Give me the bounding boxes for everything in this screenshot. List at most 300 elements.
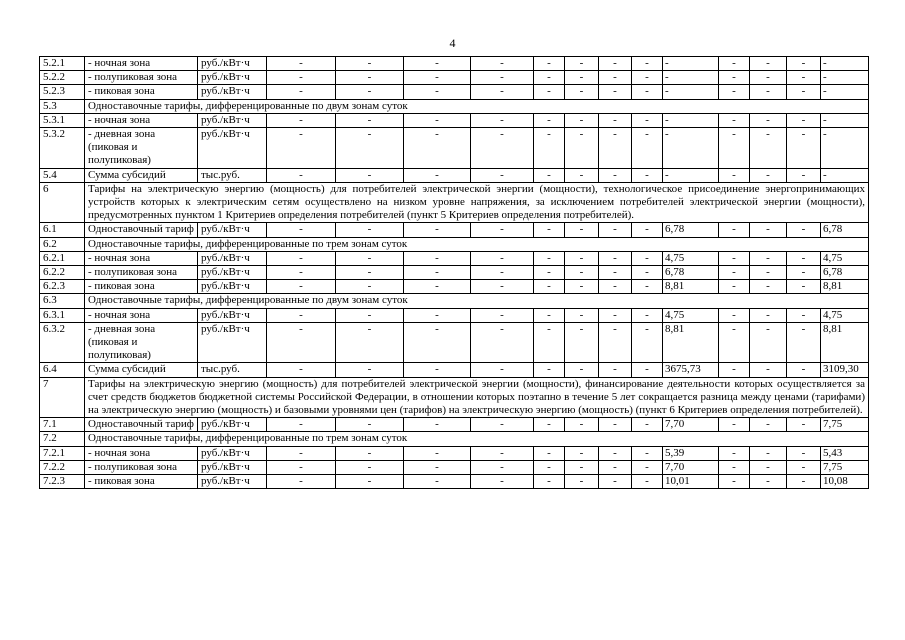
value-cell: - xyxy=(336,308,404,322)
value-cell: - xyxy=(336,85,404,99)
value-cell: - xyxy=(599,475,632,489)
value-cell: 6,78 xyxy=(663,266,719,280)
tariff-name: Сумма субсидий xyxy=(85,168,198,182)
value-cell: - xyxy=(599,460,632,474)
value-cell: - xyxy=(471,475,534,489)
value-cell: 6,78 xyxy=(663,223,719,237)
value-cell: 7,70 xyxy=(663,460,719,474)
unit-cell: руб./кВт·ч xyxy=(198,71,267,85)
table-row xyxy=(40,322,869,363)
value-cell: - xyxy=(404,251,471,265)
unit-cell: руб./кВт·ч xyxy=(198,251,267,265)
value-cell: - xyxy=(750,71,787,85)
value-cell: - xyxy=(534,251,565,265)
value-cell: - xyxy=(599,446,632,460)
value-cell: - xyxy=(632,266,663,280)
value-cell: - xyxy=(404,322,471,363)
value-cell: - xyxy=(787,363,821,377)
value-cell: 6,78 xyxy=(821,266,869,280)
value-cell: - xyxy=(404,308,471,322)
value-cell: - xyxy=(750,308,787,322)
row-number: 5.4 xyxy=(40,168,85,182)
tariff-table xyxy=(39,56,869,489)
value-cell: - xyxy=(821,168,869,182)
value-cell: - xyxy=(336,460,404,474)
tariff-name: - ночная зона xyxy=(85,57,198,71)
value-cell: - xyxy=(336,363,404,377)
table-row xyxy=(40,223,869,237)
value-cell: - xyxy=(565,322,599,363)
value-cell: - xyxy=(534,128,565,169)
value-cell: - xyxy=(471,251,534,265)
unit-cell: руб./кВт·ч xyxy=(198,266,267,280)
value-cell: - xyxy=(336,251,404,265)
section-title: Одноставочные тарифы, дифференцированные по трем зонам суток xyxy=(85,432,869,446)
value-cell: - xyxy=(565,363,599,377)
value-cell: - xyxy=(599,280,632,294)
tariff-name: - полупиковая зона xyxy=(85,460,198,474)
value-cell: - xyxy=(267,128,336,169)
value-cell: - xyxy=(787,308,821,322)
value-cell: - xyxy=(404,418,471,432)
value-cell: - xyxy=(267,446,336,460)
value-cell: - xyxy=(267,223,336,237)
value-cell: - xyxy=(787,460,821,474)
table-row xyxy=(40,99,869,113)
value-cell: - xyxy=(787,71,821,85)
value-cell: - xyxy=(719,128,750,169)
value-cell: - xyxy=(750,460,787,474)
table-row xyxy=(40,308,869,322)
value-cell: - xyxy=(267,168,336,182)
value-cell: - xyxy=(787,475,821,489)
tariff-name: - ночная зона xyxy=(85,308,198,322)
value-cell: - xyxy=(404,266,471,280)
value-cell: - xyxy=(750,322,787,363)
value-cell: - xyxy=(663,113,719,127)
table-row xyxy=(40,128,869,169)
value-cell: - xyxy=(599,322,632,363)
value-cell: - xyxy=(471,280,534,294)
value-cell: - xyxy=(632,71,663,85)
value-cell: - xyxy=(336,266,404,280)
unit-cell: руб./кВт·ч xyxy=(198,308,267,322)
value-cell: - xyxy=(471,322,534,363)
row-number: 7.2.3 xyxy=(40,475,85,489)
value-cell: - xyxy=(404,460,471,474)
value-cell: - xyxy=(565,128,599,169)
tariff-name: - ночная зона xyxy=(85,113,198,127)
value-cell: 8,81 xyxy=(821,280,869,294)
value-cell: - xyxy=(534,418,565,432)
table-row xyxy=(40,266,869,280)
value-cell: - xyxy=(565,113,599,127)
value-cell: - xyxy=(719,113,750,127)
value-cell: - xyxy=(404,223,471,237)
value-cell: - xyxy=(267,251,336,265)
value-cell: - xyxy=(404,71,471,85)
value-cell: - xyxy=(534,113,565,127)
unit-cell: руб./кВт·ч xyxy=(198,446,267,460)
value-cell: 3109,30 xyxy=(821,363,869,377)
tariff-name: - пиковая зона xyxy=(85,475,198,489)
value-cell: 6,78 xyxy=(821,223,869,237)
value-cell: - xyxy=(565,280,599,294)
value-cell: - xyxy=(336,71,404,85)
value-cell: - xyxy=(471,128,534,169)
table-row xyxy=(40,363,869,377)
value-cell: - xyxy=(750,223,787,237)
value-cell: - xyxy=(404,85,471,99)
section-title: Одноставочные тарифы, дифференцированные по трем зонам суток xyxy=(85,237,869,251)
value-cell: - xyxy=(565,460,599,474)
value-cell: - xyxy=(404,446,471,460)
value-cell: - xyxy=(787,322,821,363)
value-cell: - xyxy=(719,85,750,99)
value-cell: - xyxy=(632,446,663,460)
value-cell: - xyxy=(719,363,750,377)
table-row xyxy=(40,418,869,432)
value-cell: - xyxy=(632,308,663,322)
unit-cell: руб./кВт·ч xyxy=(198,223,267,237)
value-cell: - xyxy=(404,363,471,377)
value-cell: - xyxy=(471,308,534,322)
value-cell: - xyxy=(632,168,663,182)
value-cell: - xyxy=(336,322,404,363)
table-row xyxy=(40,432,869,446)
value-cell: - xyxy=(599,57,632,71)
unit-cell: руб./кВт·ч xyxy=(198,418,267,432)
value-cell: 7,75 xyxy=(821,418,869,432)
table-row xyxy=(40,475,869,489)
value-cell: - xyxy=(336,57,404,71)
value-cell: - xyxy=(632,475,663,489)
value-cell: - xyxy=(534,363,565,377)
table-row xyxy=(40,182,869,223)
value-cell: - xyxy=(565,71,599,85)
value-cell: - xyxy=(599,85,632,99)
tariff-name: - полупиковая зона xyxy=(85,266,198,280)
value-cell: - xyxy=(750,113,787,127)
value-cell: - xyxy=(599,71,632,85)
value-cell: - xyxy=(471,446,534,460)
row-number: 6.2.2 xyxy=(40,266,85,280)
row-number: 6 xyxy=(40,182,85,223)
value-cell: - xyxy=(534,223,565,237)
value-cell: - xyxy=(719,266,750,280)
table-row xyxy=(40,57,869,71)
table-row xyxy=(40,446,869,460)
value-cell: - xyxy=(267,71,336,85)
value-cell: - xyxy=(599,363,632,377)
table-row xyxy=(40,237,869,251)
value-cell: - xyxy=(267,113,336,127)
unit-cell: тыс.руб. xyxy=(198,168,267,182)
value-cell: - xyxy=(750,475,787,489)
value-cell: - xyxy=(787,280,821,294)
value-cell: - xyxy=(750,57,787,71)
tariff-name: Одноставочный тариф xyxy=(85,223,198,237)
value-cell: - xyxy=(565,251,599,265)
value-cell: - xyxy=(632,322,663,363)
row-number: 5.3.1 xyxy=(40,113,85,127)
table-row xyxy=(40,85,869,99)
row-number: 7.2.2 xyxy=(40,460,85,474)
value-cell: - xyxy=(565,85,599,99)
value-cell: - xyxy=(534,85,565,99)
value-cell: - xyxy=(471,168,534,182)
value-cell: 7,75 xyxy=(821,460,869,474)
row-number: 5.2.1 xyxy=(40,57,85,71)
value-cell: - xyxy=(267,85,336,99)
value-cell: - xyxy=(534,308,565,322)
unit-cell: руб./кВт·ч xyxy=(198,280,267,294)
table-body xyxy=(40,57,869,489)
value-cell: - xyxy=(471,223,534,237)
table-row xyxy=(40,377,869,418)
section-title: Одноставочные тарифы, дифференцированные по двум зонам суток xyxy=(85,99,869,113)
value-cell: - xyxy=(534,168,565,182)
value-cell: - xyxy=(750,251,787,265)
section-title: Одноставочные тарифы, дифференцированные по двум зонам суток xyxy=(85,294,869,308)
tariff-name: - дневная зона (пиковая и полупиковая) xyxy=(85,128,198,169)
row-number: 7.2.1 xyxy=(40,446,85,460)
value-cell: - xyxy=(267,418,336,432)
value-cell: - xyxy=(719,418,750,432)
value-cell: - xyxy=(787,446,821,460)
value-cell: - xyxy=(787,128,821,169)
value-cell: - xyxy=(719,280,750,294)
value-cell: - xyxy=(565,418,599,432)
value-cell: - xyxy=(599,128,632,169)
unit-cell: тыс.руб. xyxy=(198,363,267,377)
value-cell: - xyxy=(565,168,599,182)
tariff-name: Одноставочный тариф xyxy=(85,418,198,432)
value-cell: - xyxy=(534,71,565,85)
row-number: 5.2.3 xyxy=(40,85,85,99)
value-cell: - xyxy=(632,418,663,432)
value-cell: - xyxy=(663,57,719,71)
value-cell: 8,81 xyxy=(663,322,719,363)
row-number: 6.2.1 xyxy=(40,251,85,265)
value-cell: 4,75 xyxy=(663,308,719,322)
value-cell: - xyxy=(750,85,787,99)
unit-cell: руб./кВт·ч xyxy=(198,460,267,474)
value-cell: - xyxy=(336,128,404,169)
value-cell: - xyxy=(599,266,632,280)
value-cell: 4,75 xyxy=(821,251,869,265)
value-cell: - xyxy=(632,363,663,377)
value-cell: - xyxy=(663,71,719,85)
value-cell: - xyxy=(565,223,599,237)
value-cell: - xyxy=(267,308,336,322)
value-cell: 10,08 xyxy=(821,475,869,489)
unit-cell: руб./кВт·ч xyxy=(198,57,267,71)
value-cell: - xyxy=(534,460,565,474)
value-cell: - xyxy=(404,280,471,294)
value-cell: 10,01 xyxy=(663,475,719,489)
value-cell: - xyxy=(471,71,534,85)
value-cell: - xyxy=(471,57,534,71)
value-cell: 8,81 xyxy=(821,322,869,363)
value-cell: 5,43 xyxy=(821,446,869,460)
value-cell: - xyxy=(599,308,632,322)
value-cell: - xyxy=(719,71,750,85)
value-cell: - xyxy=(787,223,821,237)
value-cell: - xyxy=(336,475,404,489)
value-cell: - xyxy=(267,266,336,280)
value-cell: - xyxy=(336,418,404,432)
value-cell: - xyxy=(787,168,821,182)
value-cell: - xyxy=(565,308,599,322)
value-cell: - xyxy=(267,322,336,363)
unit-cell: руб./кВт·ч xyxy=(198,322,267,363)
value-cell: - xyxy=(750,168,787,182)
value-cell: - xyxy=(750,446,787,460)
value-cell: - xyxy=(719,322,750,363)
value-cell: - xyxy=(404,128,471,169)
value-cell: - xyxy=(719,308,750,322)
row-number: 7.1 xyxy=(40,418,85,432)
value-cell: - xyxy=(663,168,719,182)
value-cell: - xyxy=(632,57,663,71)
value-cell: - xyxy=(534,266,565,280)
value-cell: - xyxy=(750,418,787,432)
table-row xyxy=(40,168,869,182)
value-cell: - xyxy=(534,57,565,71)
value-cell: - xyxy=(534,280,565,294)
value-cell: - xyxy=(471,266,534,280)
row-number: 6.2.3 xyxy=(40,280,85,294)
value-cell: - xyxy=(787,251,821,265)
value-cell: - xyxy=(750,128,787,169)
value-cell: - xyxy=(632,85,663,99)
value-cell: - xyxy=(534,475,565,489)
value-cell: - xyxy=(599,113,632,127)
group-title: Тарифы на электрическую энергию (мощность) для потребителей электрической энергии (мощности), технологическое присоединение энергопринимающих устройств которых к электрическим сетям осуществлено на низком уровне напряжения, за исключением потребителей электрической энергии (мощности), предусмотренных пунктом 1 Критериев определения потребителей (пункт 5 Критериев определения потребителей). xyxy=(85,182,869,223)
value-cell: - xyxy=(632,280,663,294)
row-number: 5.3.2 xyxy=(40,128,85,169)
value-cell: - xyxy=(821,85,869,99)
value-cell: - xyxy=(719,251,750,265)
tariff-name: - ночная зона xyxy=(85,446,198,460)
table-row xyxy=(40,113,869,127)
value-cell: - xyxy=(719,57,750,71)
table-row xyxy=(40,71,869,85)
tariff-name: - ночная зона xyxy=(85,251,198,265)
value-cell: - xyxy=(632,113,663,127)
unit-cell: руб./кВт·ч xyxy=(198,85,267,99)
row-number: 5.3 xyxy=(40,99,85,113)
row-number: 7.2 xyxy=(40,432,85,446)
value-cell: - xyxy=(663,85,719,99)
value-cell: - xyxy=(632,251,663,265)
row-number: 6.1 xyxy=(40,223,85,237)
value-cell: - xyxy=(336,280,404,294)
value-cell: - xyxy=(787,85,821,99)
tariff-name: - пиковая зона xyxy=(85,280,198,294)
value-cell: - xyxy=(787,418,821,432)
unit-cell: руб./кВт·ч xyxy=(198,128,267,169)
value-cell: - xyxy=(787,113,821,127)
row-number: 7 xyxy=(40,377,85,418)
value-cell: - xyxy=(663,128,719,169)
value-cell: 4,75 xyxy=(663,251,719,265)
row-number: 5.2.2 xyxy=(40,71,85,85)
value-cell: 3675,73 xyxy=(663,363,719,377)
value-cell: - xyxy=(267,475,336,489)
value-cell: - xyxy=(471,363,534,377)
value-cell: - xyxy=(821,57,869,71)
value-cell: - xyxy=(534,446,565,460)
value-cell: - xyxy=(821,113,869,127)
value-cell: - xyxy=(719,460,750,474)
value-cell: - xyxy=(404,475,471,489)
value-cell: - xyxy=(632,128,663,169)
value-cell: - xyxy=(471,85,534,99)
value-cell: - xyxy=(750,280,787,294)
value-cell: - xyxy=(750,266,787,280)
value-cell: - xyxy=(336,446,404,460)
value-cell: 4,75 xyxy=(821,308,869,322)
unit-cell: руб./кВт·ч xyxy=(198,113,267,127)
value-cell: - xyxy=(267,460,336,474)
value-cell: - xyxy=(336,168,404,182)
value-cell: - xyxy=(267,363,336,377)
value-cell: - xyxy=(719,223,750,237)
value-cell: - xyxy=(719,446,750,460)
tariff-name: - полупиковая зона xyxy=(85,71,198,85)
value-cell: - xyxy=(599,223,632,237)
value-cell: - xyxy=(719,475,750,489)
table-row xyxy=(40,251,869,265)
value-cell: - xyxy=(565,266,599,280)
row-number: 6.3.1 xyxy=(40,308,85,322)
value-cell: - xyxy=(787,266,821,280)
table-row xyxy=(40,280,869,294)
value-cell: - xyxy=(632,460,663,474)
value-cell: - xyxy=(565,446,599,460)
value-cell: 5,39 xyxy=(663,446,719,460)
tariff-name: - дневная зона (пиковая и полупиковая) xyxy=(85,322,198,363)
tariff-name: - пиковая зона xyxy=(85,85,198,99)
group-title: Тарифы на электрическую энергию (мощность) для потребителей электрической энергии (мощности), финансирование деятельности которых осуществляется за счет средств бюджетов бюджетной системы Российской Федерации, в отношении которых поэтапно в течение 5 лет сокращается разница между ценами (тарифами) на электрическую энергию (мощность) и базовыми уровнями цен (тарифов) на электрическую энергию (мощность) (пункт 6 Критериев определения потребителей). xyxy=(85,377,869,418)
value-cell: - xyxy=(267,280,336,294)
value-cell: - xyxy=(565,475,599,489)
value-cell: - xyxy=(336,113,404,127)
value-cell: - xyxy=(787,57,821,71)
value-cell: - xyxy=(750,363,787,377)
tariff-name: Сумма субсидий xyxy=(85,363,198,377)
value-cell: - xyxy=(599,251,632,265)
value-cell: - xyxy=(821,71,869,85)
value-cell: - xyxy=(599,418,632,432)
value-cell: - xyxy=(471,460,534,474)
value-cell: - xyxy=(471,418,534,432)
value-cell: - xyxy=(599,168,632,182)
value-cell: 8,81 xyxy=(663,280,719,294)
value-cell: - xyxy=(821,128,869,169)
value-cell: - xyxy=(404,113,471,127)
row-number: 6.4 xyxy=(40,363,85,377)
value-cell: 7,70 xyxy=(663,418,719,432)
value-cell: - xyxy=(632,223,663,237)
value-cell: - xyxy=(719,168,750,182)
unit-cell: руб./кВт·ч xyxy=(198,475,267,489)
row-number: 6.3 xyxy=(40,294,85,308)
table-row xyxy=(40,460,869,474)
value-cell: - xyxy=(534,322,565,363)
